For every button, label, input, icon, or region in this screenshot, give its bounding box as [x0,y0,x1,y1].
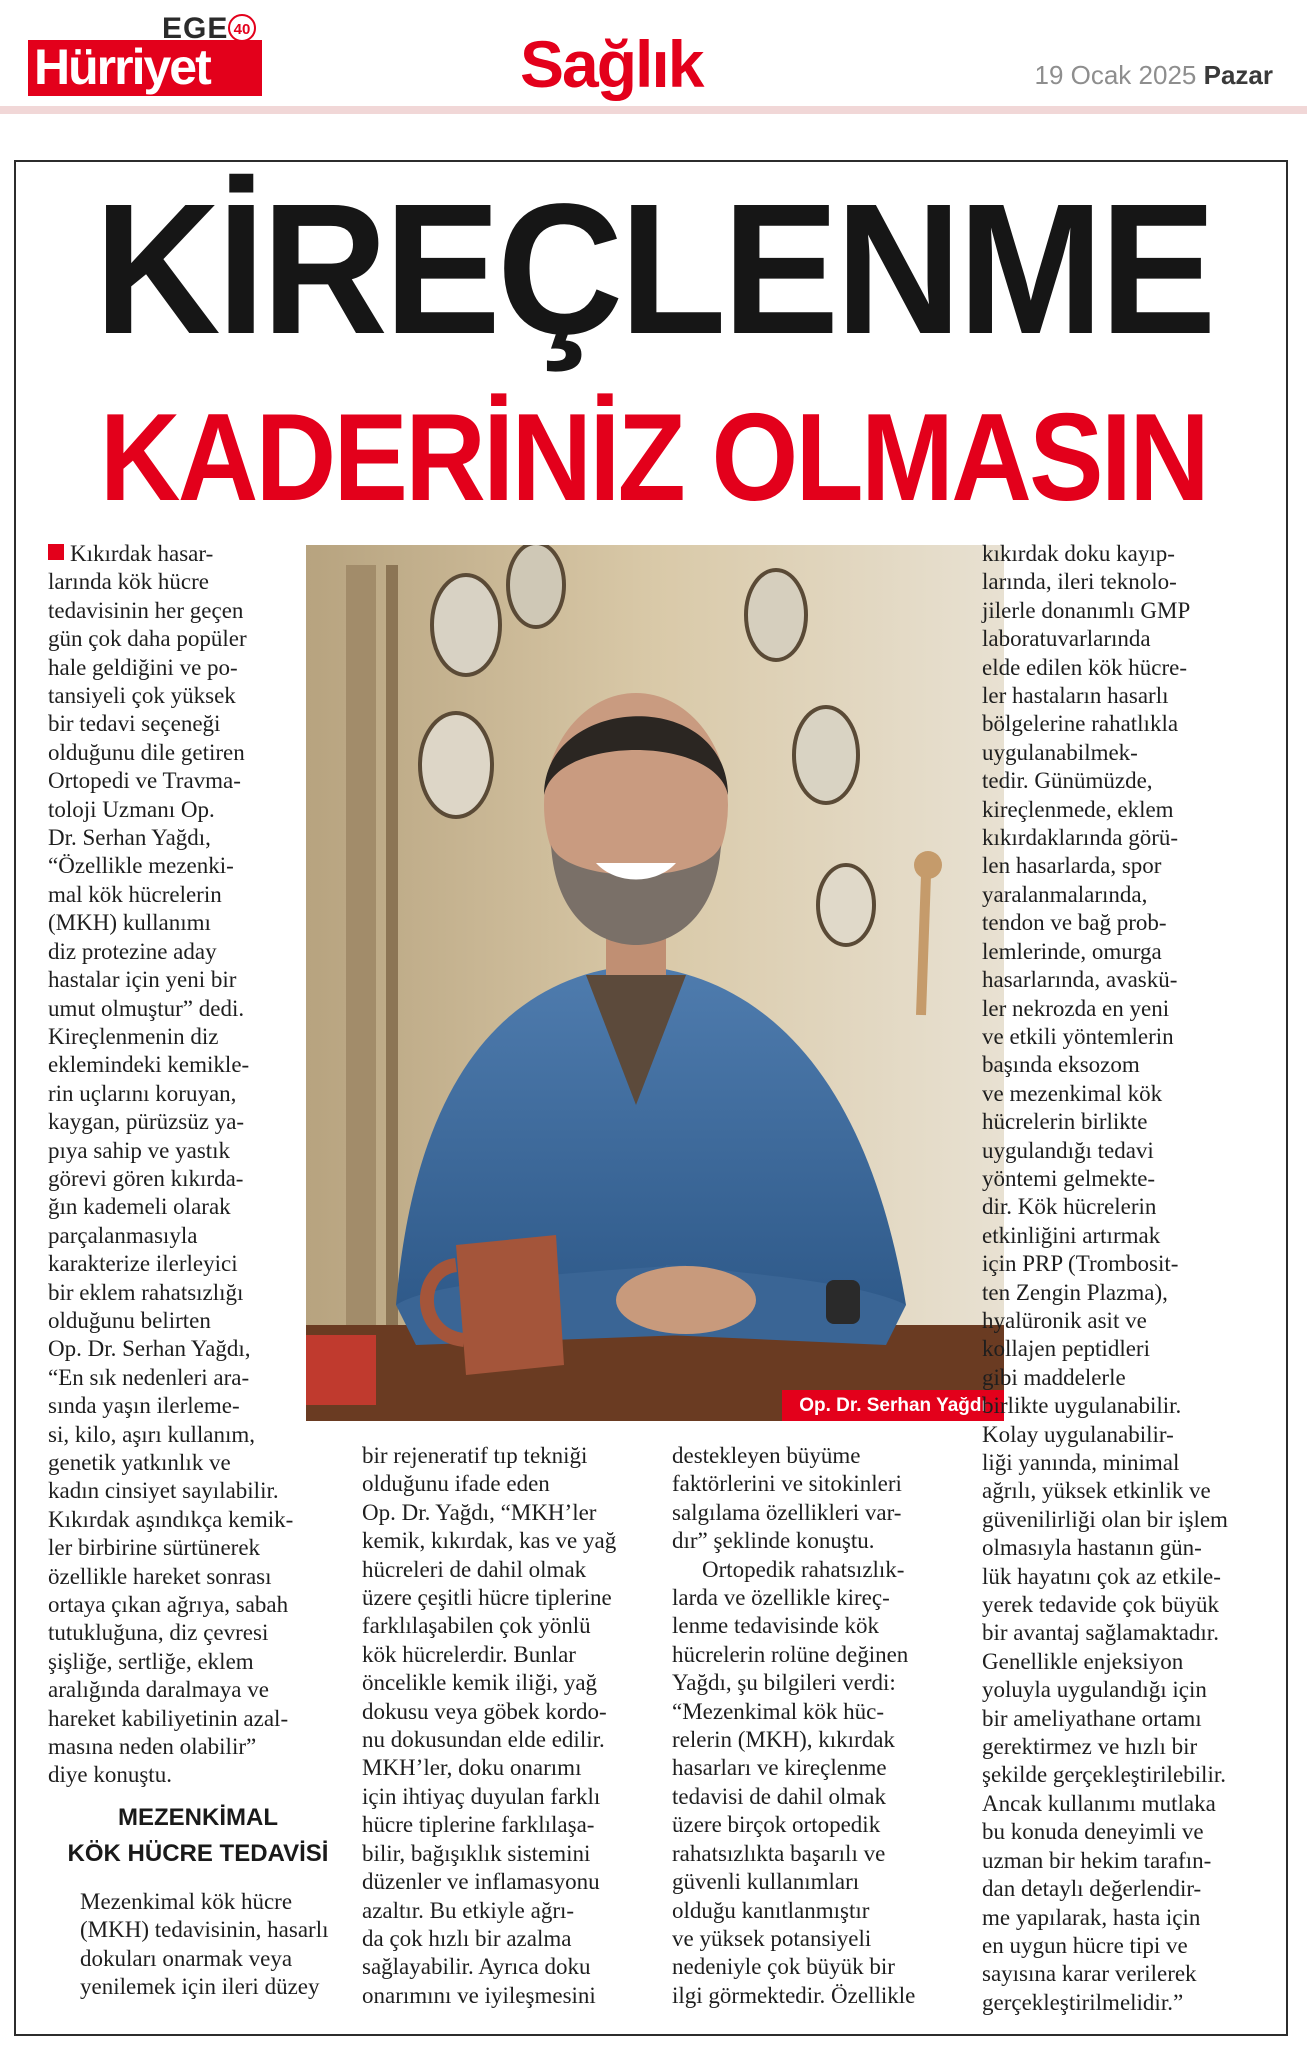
article-column-1-continued [50,1888,350,2002]
article-column-4 [982,540,1282,2017]
brand-region-label: EGE [162,12,229,45]
paragraph-bullet-icon [48,544,64,560]
article-subheading: MEZENKİMAL KÖK HÜCRE TEDAVİSİ [67,1804,329,1867]
article-column-3 [672,1442,972,2010]
issue-date-text: 19 Ocak 2025 [1034,60,1197,90]
doctor-portrait-image [306,545,1004,1421]
article-paragraph: bir rejeneratif tıp tekniği olduğunu ifade eden Op. Dr. Yağdı, “MKH’ler kemik, kıkırdak, kas ve yağ hücreleri de dahil olmak üzere çeşitli hücre tiplerine farklılaşabilen çok yönlü kök hücrelerdir. Bunlar öncelikle kemik iliği, yağ dokusu veya göbek kordo- nu dokusundan elde edilir. MKH’ler, doku onarımı için ihtiyaç duyulan farklı hücre tiplerine farklılaşa- bilir, bağışıklık sistemini düzenler ve inflamasyonu azaltır. Bu etkiyle ağrı- da çok hızlı bir azalma sağlayabilir. Ayrıca doku onarımını ve iyileşmesini [362,1443,617,2008]
article-paragraph: destekleyen büyüme faktörlerini ve sitokinleri salgılama özellikleri var- dır” şeklinde konuştu. [672,1443,902,1554]
issue-date [1034,60,1273,91]
article-paragraph: Mezenkimal kök hücre (MKH) tedavisinin, hasarlı dokuları onarmak veya yenilemek için ileri düzey [80,1889,329,2000]
anniversary-badge: 40 [228,14,256,42]
headline-main: KİREÇLENME [94,166,1213,373]
article-paragraph [48,540,306,1790]
doctor-portrait-photo [306,545,1004,1421]
section-title: Sağlık [520,27,703,101]
article-column-1 [48,540,306,1790]
photo-caption: Op. Dr. Serhan Yağdı [782,1390,1004,1421]
paragraph-text: Kıkırdak hasar- larında kök hücre tedavisinin her geçen gün çok daha popüler hale geldiğini ve po- tansiyeli çok yüksek bir tedavi seçeneği olduğunu dile getiren Ortopedi ve Travma- toloji Uzmanı Op. Dr. Serhan Yağdı, “Özellikle mezenki- mal kök hücrelerin (MKH) kullanımı diz protezine aday hastalar için yeni bir umut olmuştur” dedi. Kireçlenmenin diz eklemindeki kemikle- rin uçlarını koruyan, kaygan, pürüzsüz ya- pıya sahip ve yastık görevi gören kıkırda- ğın kademeli olarak parçalanmasıyla karakterize ilerleyici bir eklem rahatsızlığı olduğunu belirten Op. Dr. Serhan Yağdı, “En sık nedenleri ara- sında yaşın ilerleme- si, kilo, aşırı kullanım, genetik yatkınlık ve kadın cinsiyet sayılabilir. Kıkırdak aşındıkça kemik- ler birbirine sürtünerek özellikle hareket sonrası ortaya çıkan ağrıya, sabah tutukluğuna, diz çevresi şişliğe, sertliğe, eklem aralığında daralmaya ve hareket kabiliyetinin azal- masına neden olabilir” diye konuştu. [48,541,294,1788]
brand-logo[interactable]: Hürriyet [34,39,210,95]
article-paragraph: Ortopedik rahatsızlık- larda ve özellikle kireç- lenme tedavisinde kök hücrelerin rolüne değinen Yağdı, şu bilgileri verdi: “Mezenkimal kök hüc- relerin (MKH), kıkırdak hasarları ve kireçlenme tedavisi de dahil olmak üzere birçok ortopedik rahatsızlıkta başarılı ve güvenli kullanımları olduğu kanıtlanmıştır ve yüksek potansiyeli nedeniyle çok büyük bir ilgi görmektedir. Özellikle [672,1556,916,2008]
article-paragraph: kıkırdak doku kayıp- larında, ileri teknolo- jilerle donanımlı GMP laboratuvarlarında elde edilen kök hücre- ler hastaların hasarlı bölgelerine rahatlıkla uygulanabilmek- tedir. Günümüzde, kireçlenmede, eklem kıkırdaklarında görü- len hasarlarda, spor yaralanmalarında, tendon ve bağ prob- lemlerinde, omurga hasarlarında, avaskü- ler nekrozda en yeni ve etkili yöntemlerin başında eksozom ve mezenkimal kök hücrelerin birlikte uygulandığı tedavi yöntemi gelmekte- dir. Kök hücrelerin etkinliğini artırmak için PRP (Trombosit- ten Zengin Plazma), hyalüronik asit ve kollajen peptidleri gibi maddelerle birlikte uygulanabilir. Kolay uygulanabilir- liği yanında, minimal ağrılı, yüksek etkinlik ve güvenilirliği olan bir işlem olmasıyla hastanın gün- lük hayatını çok az etkile- yerek tedavide çok büyük bir avantaj sağlamaktadır. Genellikle enjeksiyon yoluyla uygulandığı için bir ameliyathane ortamı gerektirmez ve hızlı bir şekilde gerçekleştirilebilir. Ancak kullanımı mutlaka bu konuda deneyimli ve uzman bir hekim tarafın- dan detaylı değerlendir- me yapılarak, hasta için en uygun hücre tipi ve sayısına karar verilerek gerçekleştirilmelidir.” [982,541,1228,2015]
headline-secondary: KADERİNİZ OLMASIN [99,389,1208,527]
masthead-divider [0,106,1307,114]
issue-weekday: Pazar [1203,60,1273,90]
article-column-2 [362,1442,662,2010]
